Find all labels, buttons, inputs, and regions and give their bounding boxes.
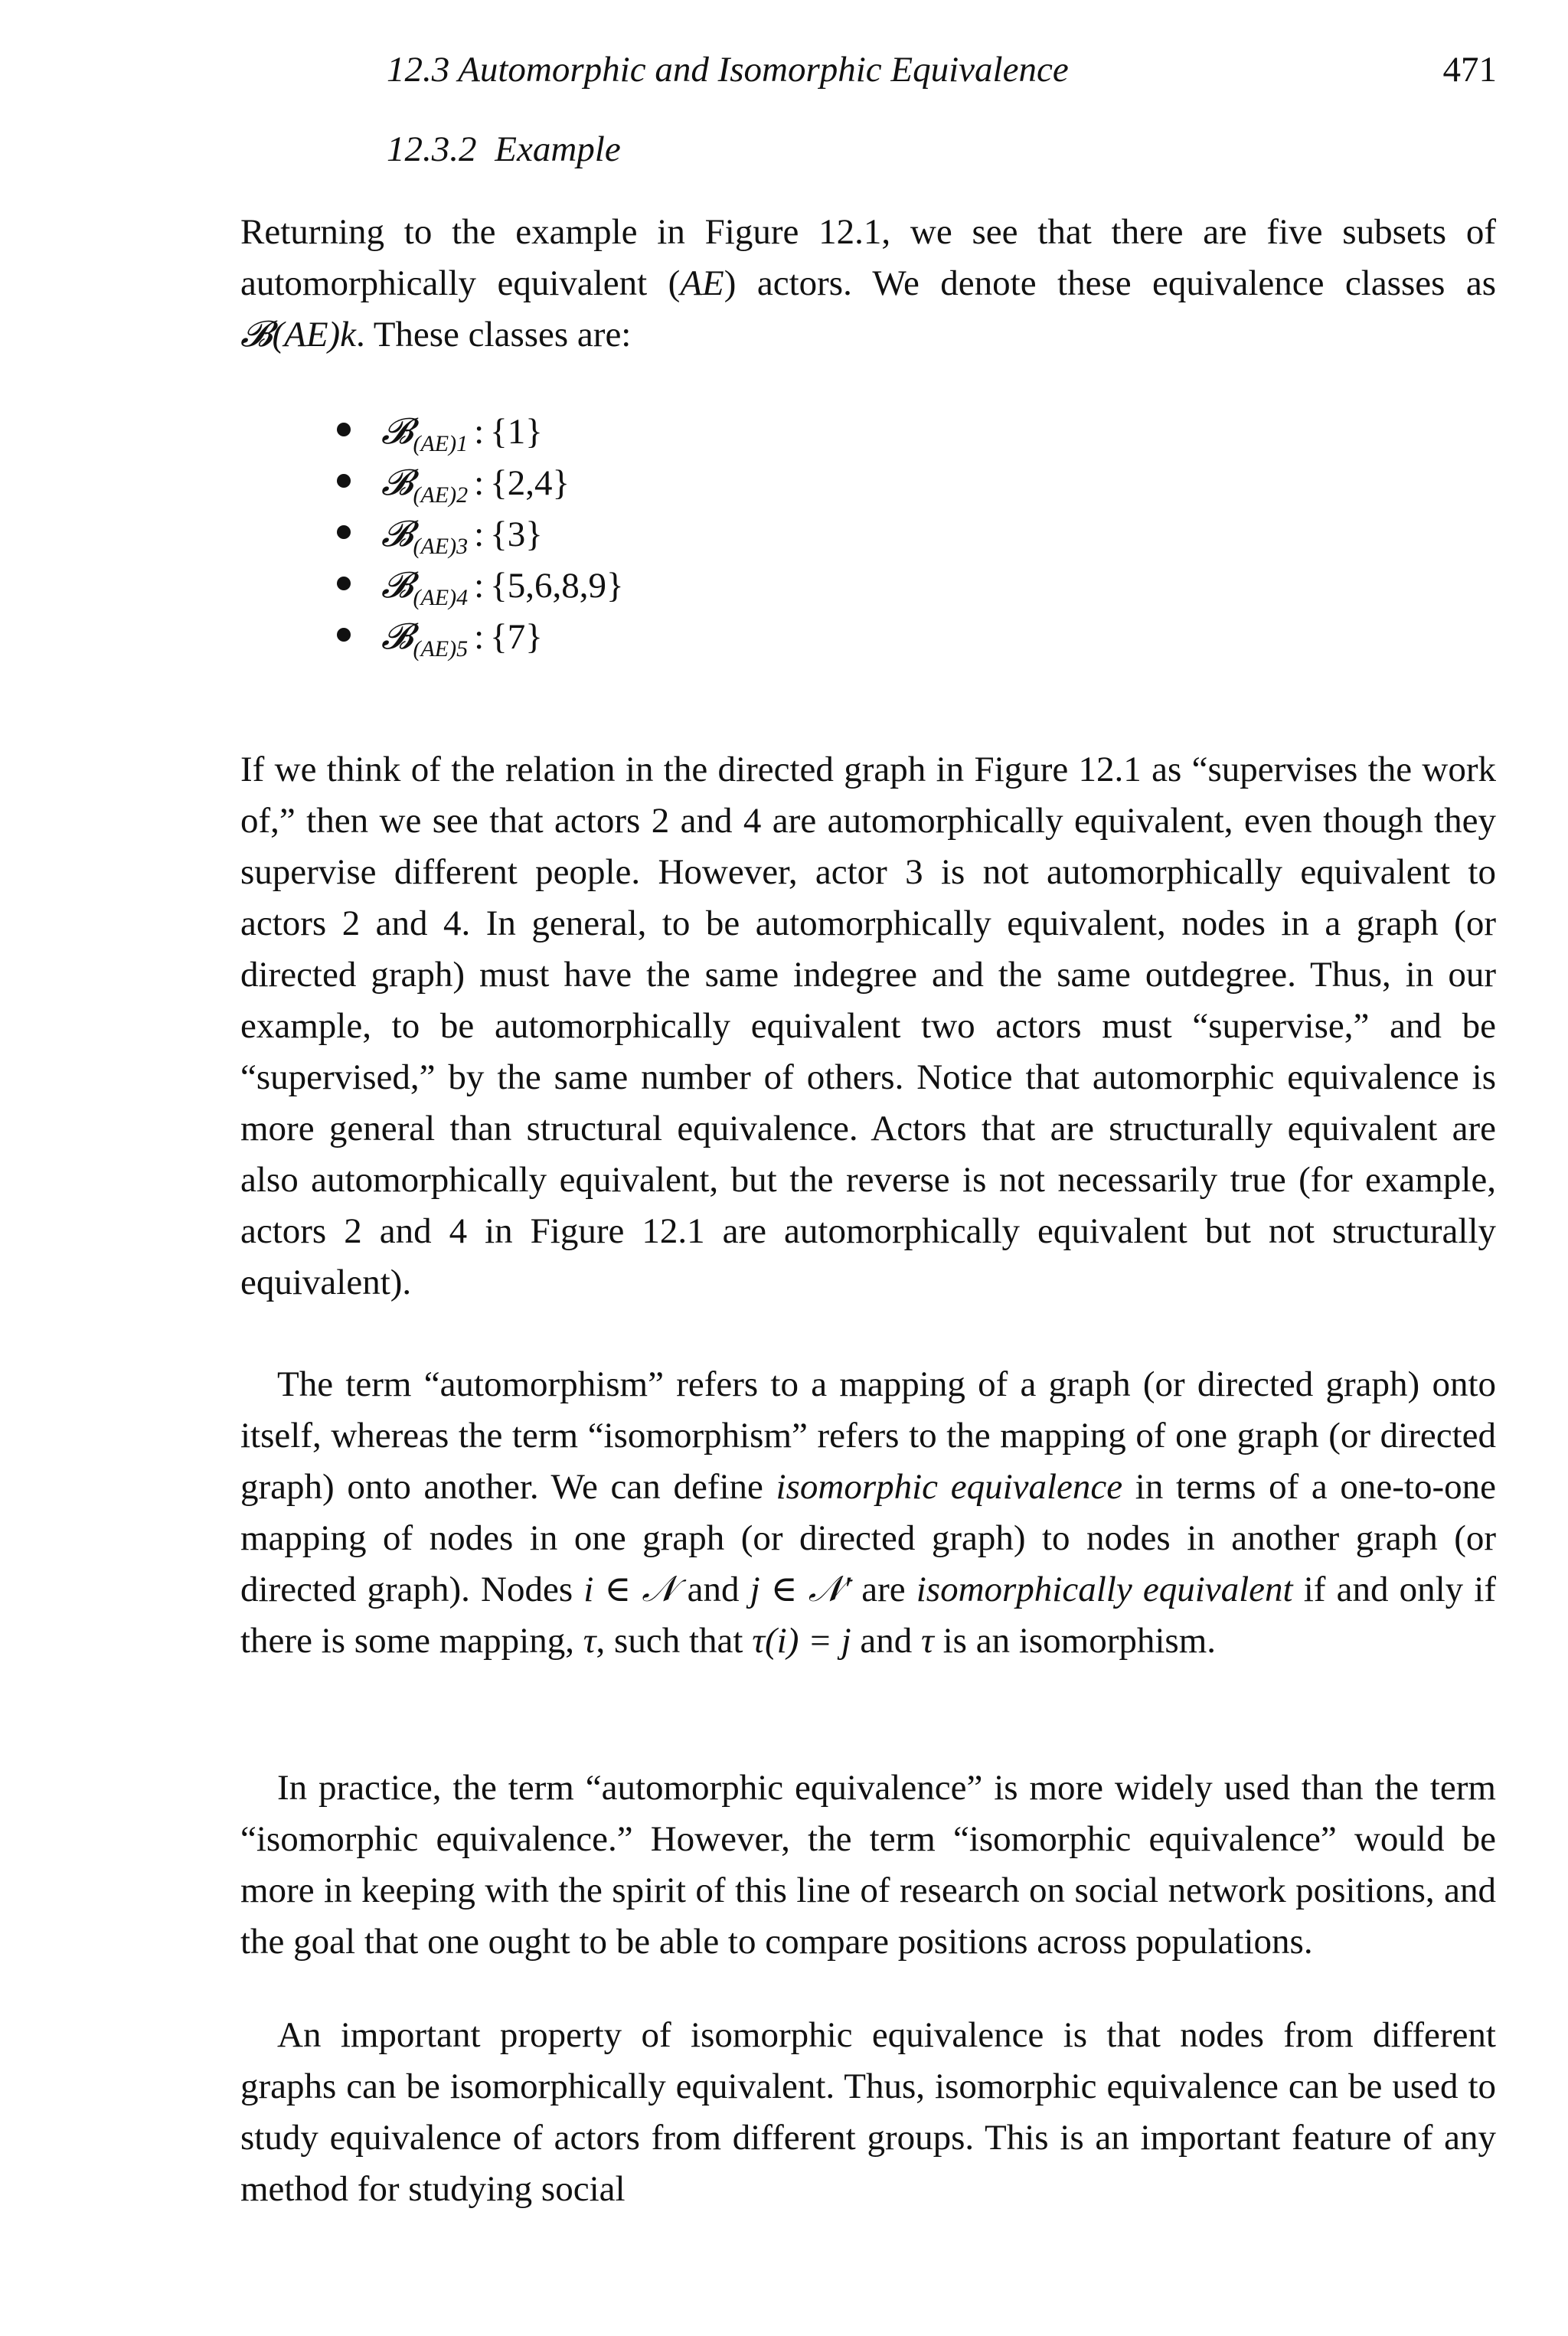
p3-text-g: and	[851, 1621, 922, 1661]
section-heading	[387, 129, 621, 170]
paragraph-supervision: If we think of the relation in the directed graph in Figure 12.1 as “supervises the work of,” then we see that actors 2 and 4 are automorphically equivalent, even though they supervise different people. However, actor 3 is not automorphically equivalent to actors 2 and 4. In general, to be automorphically equivalent, nodes in a graph (or directed graph) must have the same indegree and the same outdegree. Thus, in our example, to be automorphically equivalent two actors must “supervise,” and be “supervised,” by the same number of others. Notice that automorphic equivalence is more general than structural equivalence. Actors that are structurally equivalent are also automorphically equivalent, but the reverse is not necessarily true (for example, actors 2 and 4 in Figure 12.1 are automorphically equivalent but not structurally equivalent).	[240, 750, 1496, 1302]
class-members: {5,6,8,9}	[490, 566, 624, 606]
colon: :	[474, 463, 485, 503]
p3-text-f: , such that	[596, 1621, 753, 1661]
paragraph-intro	[240, 207, 1496, 361]
class-subscript: (AE)4	[413, 585, 469, 610]
bullet-icon	[337, 474, 351, 488]
paragraph-isomorphism-definition	[240, 1359, 1496, 1667]
class-symbol: 𝓑	[381, 410, 413, 452]
running-head-title: 12.3 Automorphic and Isomorphic Equivalence	[387, 50, 1069, 90]
list-item	[337, 560, 624, 611]
class-symbol: 𝓑	[381, 462, 413, 504]
math-j-in-n-prime: j ∈ 𝒩′	[750, 1570, 851, 1609]
class-subscript: (AE)2	[413, 482, 469, 508]
math-tau-2: τ	[921, 1621, 934, 1661]
p3-text-c: and	[676, 1570, 750, 1609]
paragraph-property: An important property of isomorphic equivalence is that nodes from different graphs can be isomorphically equivalent. Thus, isomorphic equivalence can be used to study equivalence of actors from different groups. This is an important feature of any method for studying social	[240, 2015, 1496, 2209]
colon: :	[474, 412, 485, 452]
p3-text-h: is an isomorphism.	[933, 1621, 1217, 1661]
colon: :	[474, 617, 485, 657]
class-subscript: (AE)5	[413, 636, 469, 662]
class-subscript: (AE)1	[413, 431, 469, 456]
math-tau-i-equals-j: τ(i) = j	[752, 1621, 851, 1661]
paragraph-intro-text-c: . These classes are:	[356, 315, 632, 354]
class-members: {7}	[490, 617, 543, 657]
p3-text-d: are	[851, 1570, 916, 1609]
bullet-icon	[337, 577, 351, 590]
ae-abbrev: AE	[680, 263, 724, 303]
class-symbol: 𝓑	[381, 513, 413, 555]
p3-text-b: in terms of a one-to-one mapping of nodes in one graph (or directed graph) to nodes in another graph (or directed graph). Nodes	[240, 1467, 1497, 1609]
math-i-in-n: i ∈ 𝒩	[583, 1570, 677, 1609]
class-members: {1}	[490, 412, 543, 452]
list-item	[337, 406, 624, 457]
paragraph-intro-text-b: ) actors. We denote these equivalence classes as	[724, 263, 1497, 303]
equivalence-class-list	[337, 406, 624, 662]
list-item	[337, 457, 624, 508]
class-symbol: 𝓑	[381, 564, 413, 606]
math-tau: τ	[583, 1621, 596, 1661]
list-item	[337, 611, 624, 662]
running-head	[387, 49, 1497, 110]
list-item	[337, 508, 624, 560]
class-symbol: 𝓑	[381, 616, 413, 658]
bullet-icon	[337, 525, 351, 539]
paragraph-practice: In practice, the term “automorphic equivalence” is more widely used than the term “isomorphic equivalence.” However, the term “isomorphic equivalence” would be more in keeping with the spirit of this line of research on social network positions, and the goal that one ought to be able to compare positions across populations.	[240, 1768, 1496, 1962]
class-members: {3}	[490, 515, 543, 554]
term-isomorphic-equivalence: isomorphic equivalence	[776, 1467, 1123, 1507]
bullet-icon	[337, 628, 351, 642]
section-title: Example	[495, 129, 621, 169]
p3-text-a: The term “automorphism” refers to a mapping of a graph (or directed graph) onto itself, whereas the term “isomorphism” refers to the mapping of one graph (or directed graph) onto another. We can define	[240, 1364, 1496, 1507]
class-symbol-general: 𝓑(AE)k	[240, 315, 357, 354]
class-members: {2,4}	[490, 463, 570, 503]
term-isomorphically-equivalent: isomorphically equivalent	[916, 1570, 1293, 1609]
class-subscript: (AE)3	[413, 534, 469, 559]
p3-text-e: if and only if there is some mapping,	[240, 1570, 1496, 1661]
bullet-icon	[337, 423, 351, 436]
section-number: 12.3.2	[387, 129, 477, 169]
paragraph-intro-text-a: Returning to the example in Figure 12.1, we see that there are five subsets of automorphically equivalent (	[240, 212, 1496, 303]
colon: :	[474, 515, 485, 554]
page-number: 471	[1442, 50, 1497, 90]
colon: :	[474, 566, 485, 606]
